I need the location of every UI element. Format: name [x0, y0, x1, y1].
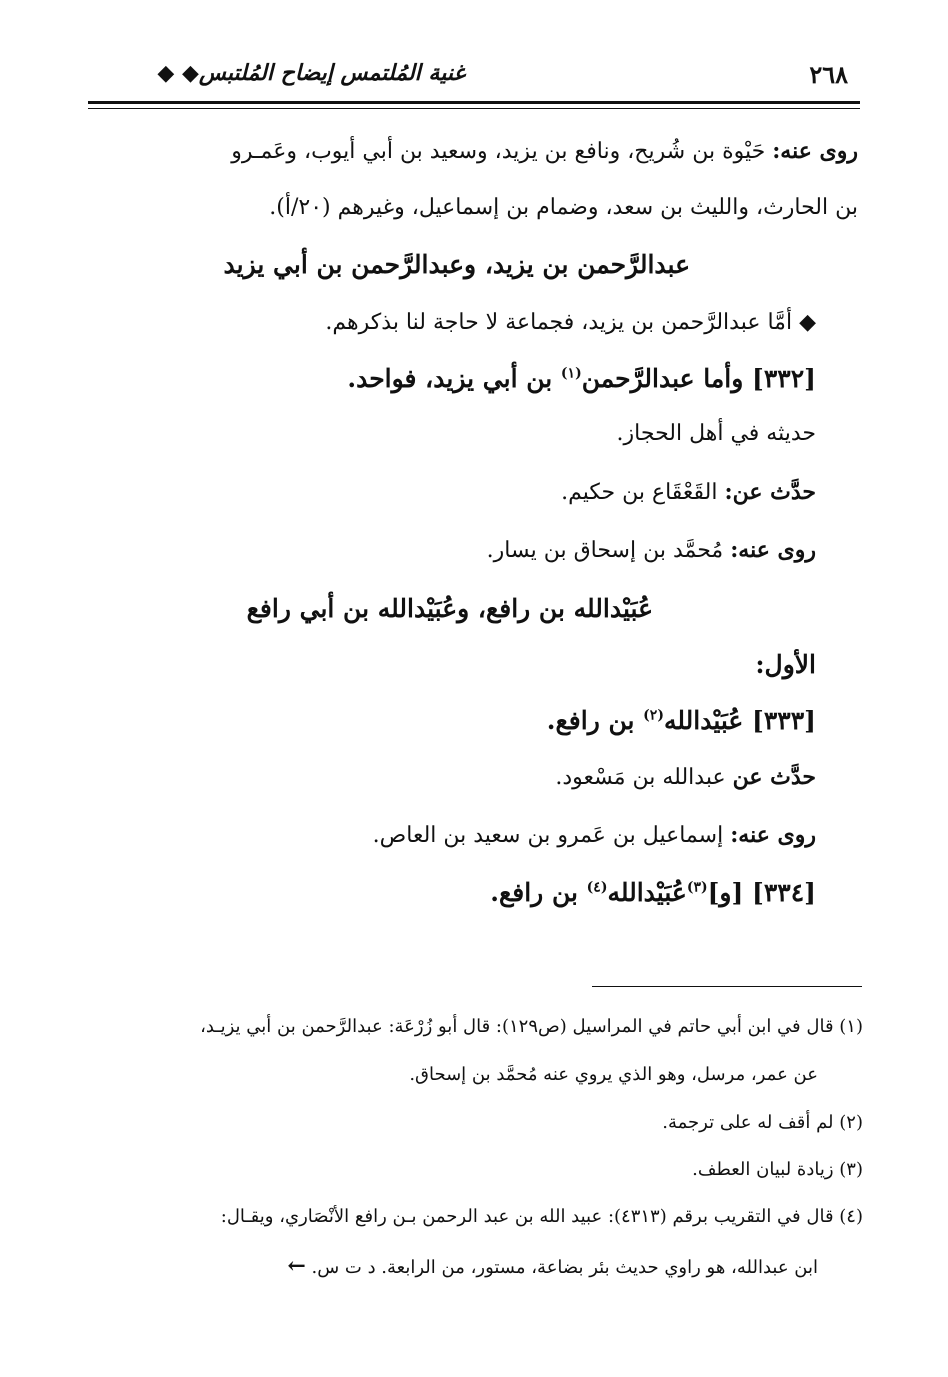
entry-334-prefix: [٣٣٤] [و]	[707, 878, 816, 907]
section-heading-text: عُبَيْدالله بن رافع، وعُبَيْدالله بن أبي رافع	[246, 594, 653, 623]
narrated-from-label: حدَّث عن	[732, 764, 816, 790]
entry-333	[547, 706, 816, 735]
entry-334-name: عُبَيْدالله	[607, 878, 687, 907]
narrators-text: حَيْوة بن شُريح، ونافع بن يزيد، وسعيد بن أبي أيوب، وعَمـرو	[231, 139, 773, 164]
narrated-by-label: روى عنه:	[730, 537, 816, 563]
entry-334-rest: بن رافع.	[490, 878, 587, 907]
footnote-2: (٢) لم أقف له على ترجمة.	[662, 1112, 863, 1133]
narrated-by-text: إسماعيل بن عَمرو بن سعيد بن العاص.	[372, 823, 731, 848]
page-number: ٢٦٨	[809, 60, 848, 89]
section-heading-ubaydullah	[247, 594, 653, 623]
running-title: غنية المُلتمس إيضاح المُلتبس◆ ◆	[157, 60, 465, 86]
narrated-from-text: عبدالله بن مَسْعود.	[555, 765, 733, 790]
narrators-label: روى عنه:	[772, 138, 858, 164]
section-heading-text: عبدالرَّحمن بن يزيد، وعبدالرَّحمن بن أبي يزيد	[223, 250, 690, 279]
hadith-line	[617, 421, 816, 446]
header-rule	[88, 101, 860, 104]
narrated-by-line	[487, 537, 816, 563]
footnote-4: (٤) قال في التقريب برقم (٤٣١٣): عبيد الله بن عبد الرحمن بـن رافع الأنْصَاري، ويقـال:	[220, 1206, 863, 1227]
narrated-from-text: القَعْقَاع بن حكيم.	[561, 480, 725, 505]
footnote-ref-2: (٢)	[643, 707, 664, 724]
footnote-4-continued	[287, 1253, 818, 1279]
narrated-by-line-333	[373, 822, 816, 848]
narrated-from-line	[561, 479, 816, 505]
entry-332-rest: بن أبي يزيد، فواحد.	[347, 364, 561, 393]
hadith-text: حديثه في أهل الحجاز.	[616, 421, 816, 446]
narrators-line	[231, 138, 858, 164]
footnote-4-continued-text: ابن عبدالله، هو راوي حديث بئر بضاعة، مستور، من الرابعة. د ت س.	[311, 1257, 818, 1278]
section-heading-abdulrahman	[223, 250, 690, 279]
bullet-note	[325, 310, 816, 335]
footnote-1: (١) قال في ابن أبي حاتم في المراسيل (ص١٢٩): قال أبو زُرْعَة: عبدالرَّحمن بن أبي يزيـد،	[200, 1016, 863, 1037]
footnote-1-continued: عن عمر، مرسل، وهو الذي يروي عنه مُحمَّد بن إسحاق.	[409, 1064, 818, 1085]
narrated-from-label: حدَّث عن:	[724, 479, 816, 505]
narrators-text-continued: بن الحارث، والليث بن سعد، وضمام بن إسماعيل، وغيرهم (٢٠/أ).	[269, 195, 858, 220]
first-label	[755, 650, 816, 679]
footnote-ref-1: (١)	[560, 365, 582, 382]
entry-334	[490, 878, 816, 907]
entry-332	[347, 364, 816, 393]
footnote-separator	[592, 986, 862, 987]
entry-333-name: [٣٣٣] عُبَيْدالله	[663, 706, 816, 735]
entry-332-name: [٣٣٢] وأما عبدالرَّحمن	[581, 364, 816, 393]
footnote-ref-3: (٣)	[686, 879, 708, 896]
footnote-ref-4: (٤)	[586, 879, 608, 896]
first-label-text: الأول:	[755, 650, 816, 679]
narrators-line-continued	[269, 195, 858, 220]
header-rule-thin	[88, 108, 860, 109]
narrated-by-label: روى عنه:	[730, 822, 816, 848]
bullet-note-text: ◆ أمَّا عبدالرَّحمن بن يزيد، فجماعة لا حاجة لنا بذكرهم.	[325, 310, 816, 335]
continuation-arrow-icon: ←	[287, 1253, 306, 1279]
entry-333-rest: بن رافع.	[546, 706, 644, 735]
narrated-by-text: مُحمَّد بن إسحاق بن يسار.	[486, 538, 731, 563]
narrated-from-line-333	[555, 764, 816, 790]
footnote-3: (٣) زيادة لبيان العطف.	[692, 1159, 863, 1180]
